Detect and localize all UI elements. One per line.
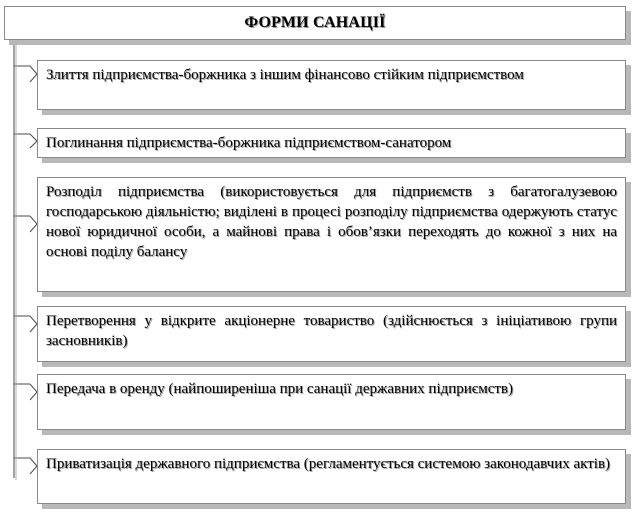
form-absorption-box: [37, 128, 626, 158]
form-transformation-text: Перетворення у відкрите акціонерне товариство (здійснюється з ініціативою групи засновників): [46, 313, 617, 349]
form-division-text: Розподіл підприємства (використовується для підприємств з багатогалузевою господарською діяльністю; виділені в процесі розподілу підприємства одержують статус нової юридичної особи, а майнові права і обов’язки переходять до кожної з них на основі поділу балансу: [46, 184, 617, 260]
form-privatization-text: Приватизація державного підприємства (регламентується системою законодавчих актів): [46, 456, 611, 472]
forms-title-box: [4, 6, 626, 40]
form-lease-box: [37, 374, 626, 430]
form-lease-text: Передача в оренду (найпоширеніша при санації державних підприємств): [46, 381, 514, 397]
form-absorption-text: Поглинання підприємства-боржника підприємством-санатором: [46, 135, 452, 151]
form-merger-text: Злиття підприємства-боржника з іншим фінансово стійким підприємством: [46, 67, 524, 83]
page-title: ФОРМИ САНАЦІЇ: [244, 14, 386, 31]
form-transformation-box: [37, 306, 626, 362]
form-division-box: [37, 177, 626, 292]
form-privatization-box: [37, 449, 626, 504]
form-merger-box: [37, 60, 626, 110]
